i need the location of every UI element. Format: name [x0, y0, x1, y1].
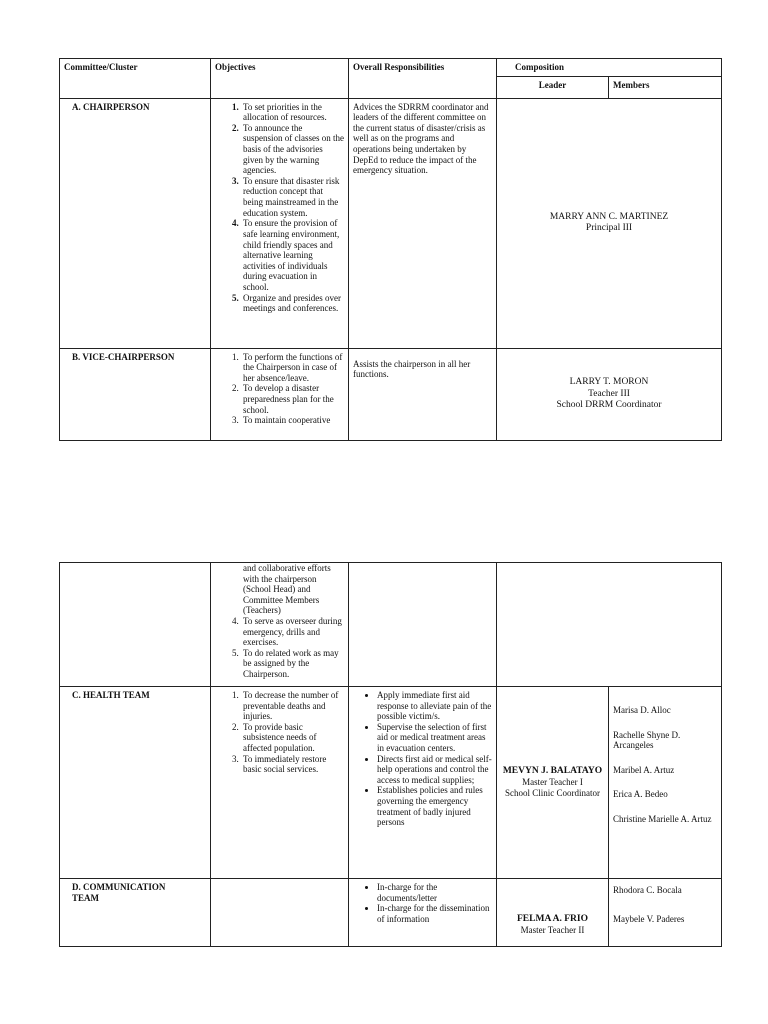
header-leader: Leader — [497, 76, 609, 98]
list-item: 2. To provide basic subsistence needs of affected population. — [241, 722, 344, 754]
list-item: • Establishes policies and rules governing the emergency treatment of badly injured persons — [377, 785, 492, 827]
header-composition: Composition — [497, 59, 722, 77]
health-objectives — [211, 687, 349, 879]
leader-role: School DRRM Coordinator — [556, 399, 662, 410]
chairperson-responsibility: Advices the SDRRM coordinator and leaders of the different committee on the current status of disaster/crisis as well as on the programs and operations being undertaken by DepEd to reduce the impact of the emergency situation. — [349, 98, 497, 348]
chairperson-objectives — [211, 98, 349, 348]
header-responsibilities: Overall Responsibilities — [349, 59, 497, 99]
committee-table-page-1 — [59, 58, 722, 441]
list-item: • In-charge for the dissemination of information — [377, 903, 492, 924]
communication-responsibilities-list — [353, 882, 492, 924]
leader-name: LARRY T. MORON — [569, 377, 649, 388]
health-members — [609, 687, 722, 879]
member-name: Rachelle Shyne D. Arcangeles — [613, 729, 681, 751]
member-name: Christine Marielle A. Artuz — [613, 814, 712, 825]
vice-objectives-list-continued — [215, 616, 344, 680]
list-item: 3. To immediately restore basic social services. — [241, 754, 344, 775]
leader-title: Principal III — [585, 223, 633, 234]
leader-role: School Clinic Coordinator — [505, 788, 600, 799]
member-name: Erica A. Bedeo — [613, 789, 668, 800]
vice-objectives — [211, 348, 349, 440]
list-item: • Directs first aid or medical self-help operations and control the access to medical supplies; — [377, 754, 492, 786]
blank-cell — [497, 563, 722, 687]
list-item: • In-charge for the documents/letter — [377, 882, 492, 903]
header-objectives: Objectives — [211, 59, 349, 99]
vice-objectives-list — [215, 352, 344, 426]
member-name: Rhodora C. Bocala — [613, 885, 682, 895]
vice-objectives-continued — [211, 563, 349, 687]
vice-continued-blank — [60, 563, 211, 687]
communication-members — [609, 879, 722, 947]
header-members: Members — [609, 76, 722, 98]
blank-cell — [211, 879, 349, 947]
leader-name: MARRY ANN C. MARTINEZ — [549, 211, 669, 222]
section-chairperson-label: A. CHAIRPERSON — [60, 98, 211, 348]
member-name: Marisa D. Alloc — [613, 705, 671, 715]
chairperson-leader — [497, 98, 722, 348]
health-responsibilities-list — [353, 690, 492, 828]
health-leader — [497, 687, 609, 879]
list-item: • Supervise the selection of first aid or medical treatment areas in evacuation centers. — [377, 722, 492, 754]
section-communication-label: D. COMMUNICATION TEAM — [60, 879, 211, 947]
list-item: 3. To ensure that disaster risk reduction concept that being mainstreamed in the education system. — [241, 176, 344, 218]
list-item: 5. Organize and presides over meetings and conferences. — [241, 293, 344, 314]
list-item: 1. To decrease the number of preventable deaths and injuries. — [241, 690, 344, 722]
communication-responsibilities — [349, 879, 497, 947]
committee-table-page-2 — [59, 562, 722, 947]
header-committee: Committee/Cluster — [60, 59, 211, 99]
health-objectives-list — [215, 690, 344, 775]
list-item: 4. To ensure the provision of safe learning environment, child friendly spaces and alternative learning activities of individuals during evacuation in school. — [241, 218, 344, 292]
list-item: 1. To perform the functions of the Chairperson in case of her absence/leave. — [241, 352, 344, 384]
list-item: 2. To announce the suspension of classes on the basis of the advisories given by the warning agencies. — [241, 123, 344, 176]
leader-name: MEVYN J. BALATAYO — [502, 766, 603, 777]
list-item: 2. To develop a disaster preparedness plan for the school. — [241, 383, 344, 415]
communication-leader — [497, 879, 609, 947]
section-vice-label: B. VICE-CHAIRPERSON — [60, 348, 211, 440]
blank-cell — [349, 563, 497, 687]
member-name: Maribel A. Artuz — [613, 764, 675, 775]
chairperson-objectives-list — [215, 102, 344, 314]
health-responsibilities — [349, 687, 497, 879]
list-item: • Apply immediate first aid response to alleviate pain of the possible victim/s. — [377, 690, 492, 722]
list-item: 5. To do related work as may be assigned by the Chairperson. — [241, 648, 344, 680]
member-name: Maybele V. Paderes — [613, 913, 685, 924]
vice-leader — [497, 348, 722, 440]
section-health-label: C. HEALTH TEAM — [60, 687, 211, 879]
vice-objective-continued-text: and collaborative efforts with the chairperson (School Head) and Committee Members (Teachers) — [243, 563, 331, 616]
vice-responsibility: Assists the chairperson in all her functions. — [349, 348, 497, 440]
list-item: 1. To set priorities in the allocation of resources. — [241, 102, 344, 123]
list-item: 3. To maintain cooperative — [241, 415, 344, 426]
leader-title: Teacher III — [588, 388, 630, 399]
list-item: 4. To serve as overseer during emergency, drills and exercises. — [241, 616, 344, 648]
leader-title: Master Teacher I — [522, 777, 583, 788]
leader-title: Master Teacher II — [520, 925, 585, 936]
leader-name: FELMA A. FRIO — [517, 914, 588, 925]
